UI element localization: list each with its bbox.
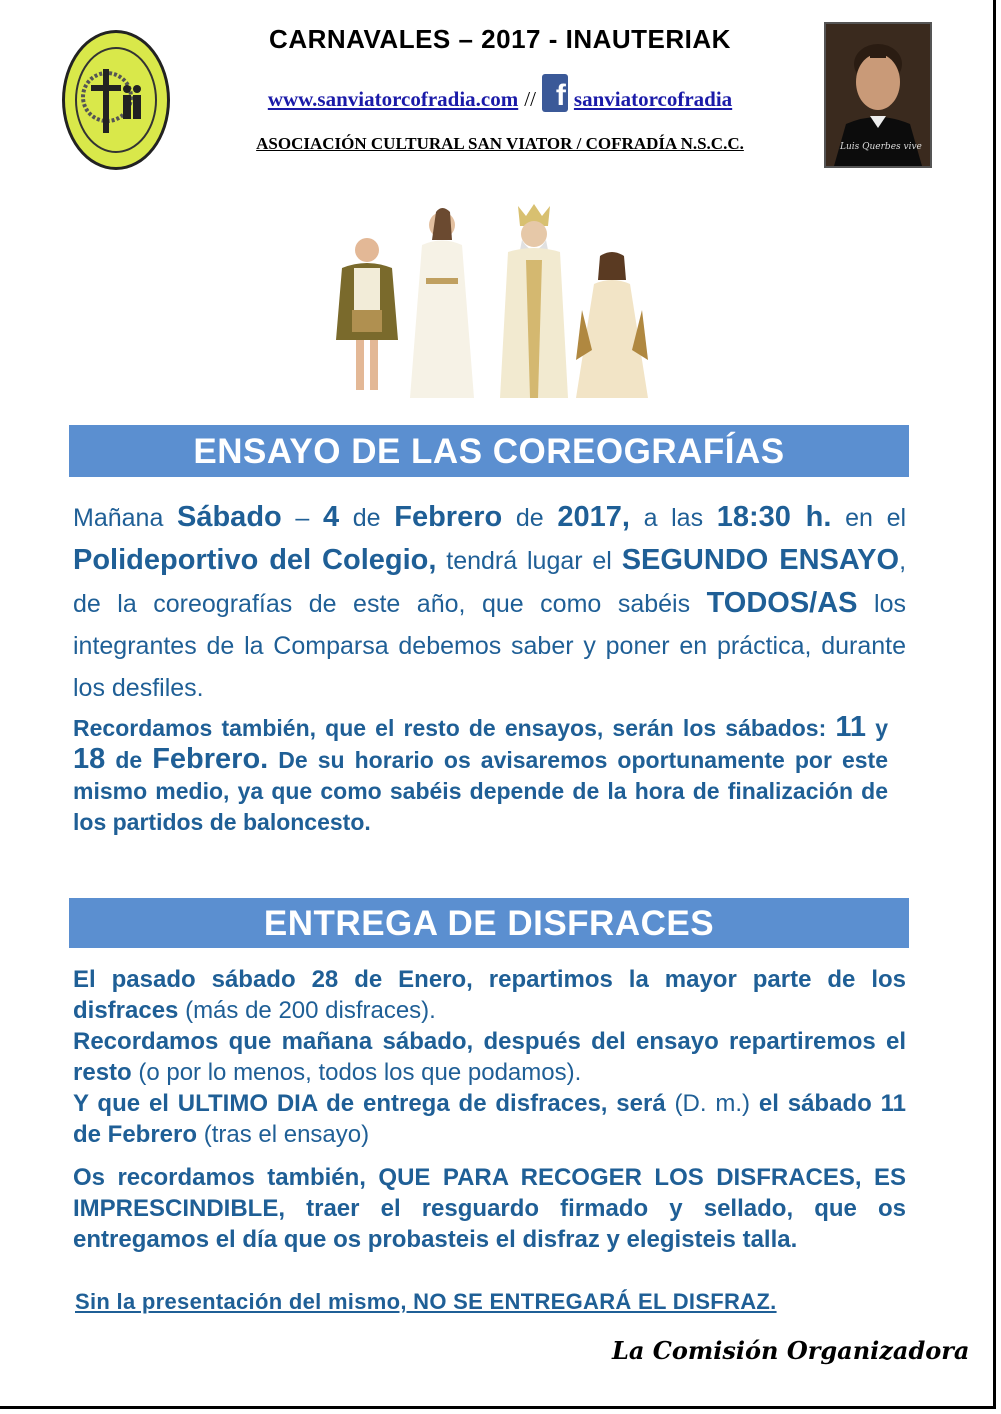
remaining-rehearsals-paragraph: Recordamos también, que el resto de ensayos, serán los sábados: 11 y 18 de Febrero. De su horario os avisaremos oportunamente por este mismo medio, ya que como sabéis depende de la hora de finalización de los partidos de baloncesto.: [73, 711, 889, 835]
costume-delivery-paragraph: El pasado sábado 28 de Enero, repartimos la mayor parte de los disfraces (más de 200 disfraces). Recordamos que mañana sábado, después del ensayo repartiremos el resto (o por lo menos, todos los que podamos). Y que el ULTIMO DIA de entrega de disfraces, será (D. m.) el sábado 11 de Febrero (tras el ensayo): [73, 966, 906, 1148]
costumes-illustration: [322, 200, 662, 400]
costume-figure-girl: [576, 252, 648, 398]
receipt-reminder-paragraph: Os recordamos también, QUE PARA RECOGER LOS DISFRACES, ES IMPRESCINDIBLE, traer el resguardo firmado y sellado, que os entregamos el día que os probasteis el disfraz y elegisteis talla.: [73, 1164, 906, 1253]
association-name: ASOCIACIÓN CULTURAL SAN VIATOR / COFRADÍA N.S.C.C.: [256, 134, 744, 153]
section-heading-costumes: ENTREGA DE DISFRACES: [69, 898, 909, 948]
cofradia-logo-icon: [62, 30, 170, 170]
header-links: [200, 74, 800, 112]
signature: La Comisión Organizadora: [612, 1336, 970, 1365]
header-title: CARNAVALES – 2017 - INAUTERIAK: [269, 24, 731, 54]
portrait-image: [824, 22, 932, 168]
section-heading-rehearsal: ENSAYO DE LAS COREOGRAFÍAS: [69, 425, 909, 477]
facebook-icon[interactable]: f: [542, 74, 568, 112]
rehearsal-paragraph: Mañana Sábado – 4 de Febrero de 2017, a las 18:30 h. en el Polideportivo del Colegio, tendrá lugar el SEGUNDO ENSAYO, de la coreografías de este año, que como sabéis TODOS/AS los integrantes de la Comparsa debemos saber y poner en práctica, durante los desfiles.: [73, 501, 907, 702]
facebook-link[interactable]: sanviatorcofradia: [573, 87, 733, 111]
website-link[interactable]: www.sanviatorcofradia.com: [267, 87, 519, 111]
costume-figure-roman: [336, 238, 398, 390]
costume-figure-king: [500, 204, 568, 398]
portrait-caption: Luis Querbes vive: [840, 142, 922, 152]
warning-line: Sin la presentación del mismo, NO SE ENTREGARÁ EL DISFRAZ.: [75, 1289, 777, 1314]
costume-figure-woman-white: [410, 208, 474, 398]
link-separator: //: [524, 87, 536, 111]
